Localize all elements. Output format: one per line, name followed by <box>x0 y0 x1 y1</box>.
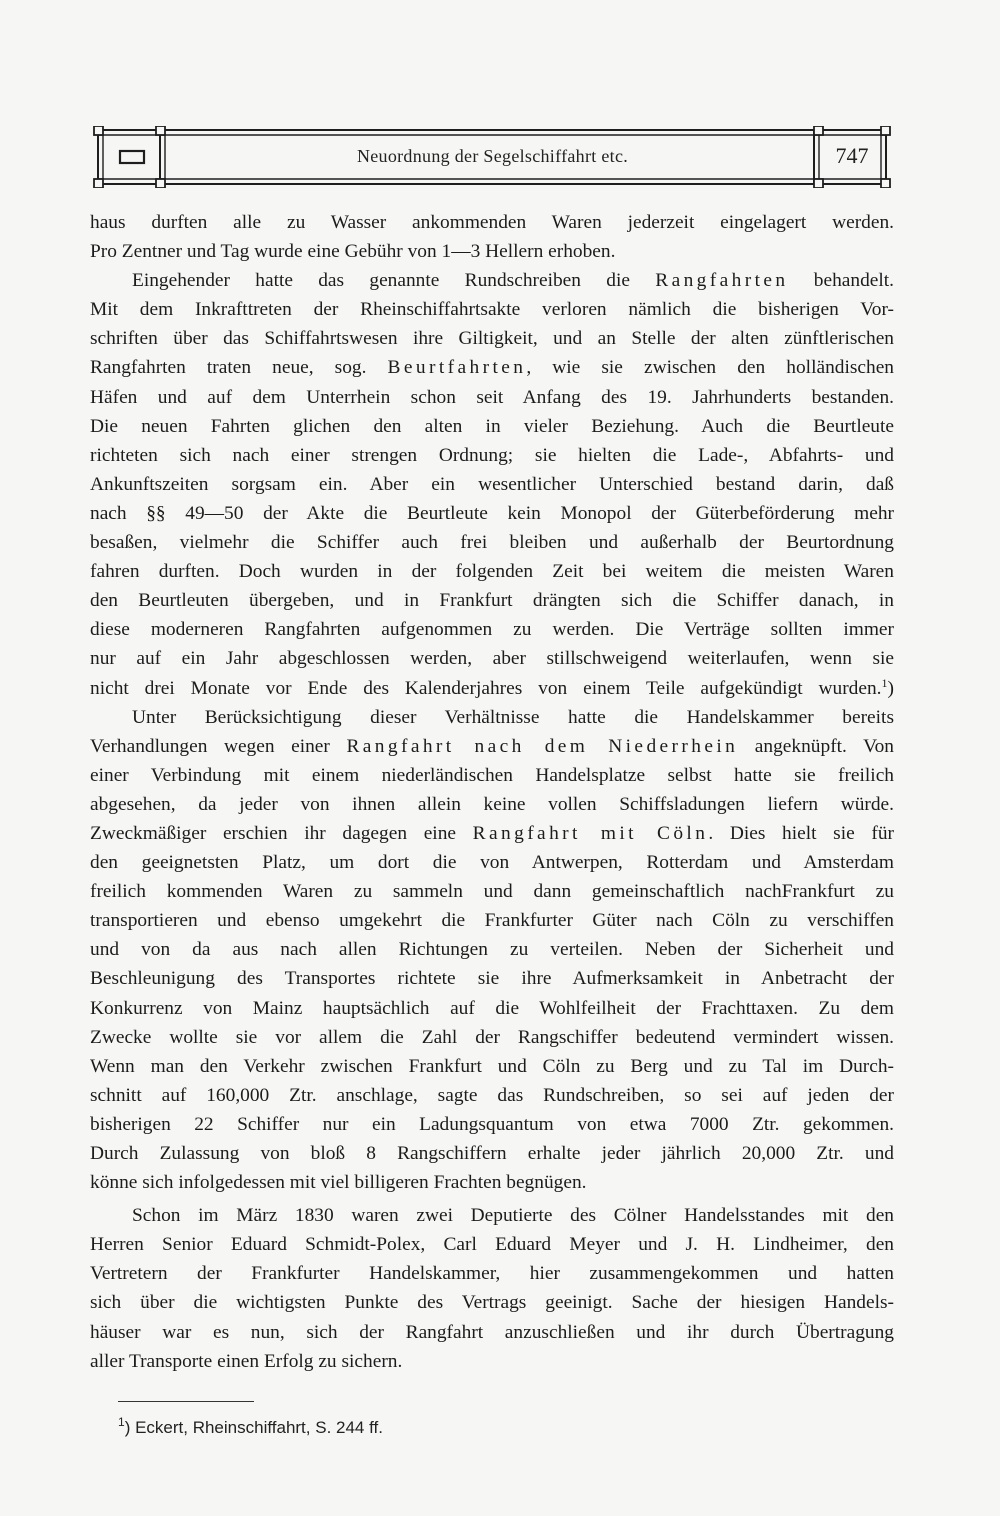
text-line <box>90 790 894 819</box>
text-run: Mit dem Inkrafttreten der Rheinschiffahrtsakte verloren nämlich die bisherigen Vor- <box>90 299 894 321</box>
text-line <box>90 674 894 703</box>
text-run: Rangfahrten traten neue, sog. <box>90 357 388 379</box>
text-run: haus durften alle zu Wasser ankommenden Waren jederzeit eingelagert werden. <box>90 212 894 233</box>
text-run: Eingehender hatte das genannte Rundschreiben die <box>132 270 656 292</box>
text-run: Häfen und auf dem Unterrhein schon seit Anfang des 19. Jahrhunderts bestanden. <box>90 386 894 408</box>
text-run: aller Transporte einen Erfolg zu sichern. <box>90 1350 403 1372</box>
text-run: Herren Senior Eduard Schmidt-Polex, Carl Eduard Meyer und J. H. Lindheimer, den <box>90 1234 894 1256</box>
text-line <box>90 615 894 644</box>
text-line <box>90 499 894 528</box>
text-run: schnitt auf 160,000 Ztr. anschlage, sagte das Rundschreiben, so sei auf jeden der <box>90 1084 894 1106</box>
text-line <box>90 1139 894 1168</box>
text-line <box>90 1318 894 1347</box>
page-number: 747 <box>835 143 869 168</box>
text-line <box>90 1023 894 1052</box>
emphasized-text: Beurtfahrten <box>387 357 527 379</box>
text-run: häuser war es nun, sich der Rangfahrt anzuschließen und ihr durch Übertragung <box>90 1321 894 1343</box>
text-line <box>90 412 894 441</box>
text-run: Durch Zulassung von bloß 8 Rangschiffern erhalte jeder jährlich 20,000 Ztr. und <box>90 1143 894 1164</box>
text-run: Schon im März 1830 waren zwei Deputierte des Cölner Handelsstandes mit den <box>132 1205 894 1227</box>
text-line <box>90 528 894 557</box>
emphasized-text: Rangfahrt nach dem Niederrhein <box>346 735 739 757</box>
text-line <box>90 1081 894 1110</box>
text-run: Beschleunigung des Transportes richtete sie ihre Aufmerksamkeit in Anbetracht der <box>90 968 894 990</box>
text-line <box>90 848 894 877</box>
text-run: abgesehen, da jeder von ihnen allein keine vollen Schiffsladungen liefern würde. <box>90 793 894 815</box>
text-run: Verhandlungen wegen einer <box>90 735 347 757</box>
text-line <box>90 441 894 470</box>
text-run: Die neuen Fahrten glichen den alten in vieler Beziehung. Auch die Beurtleute <box>90 415 894 437</box>
footnote <box>118 1415 818 1438</box>
text-run: könne sich infolgedessen mit viel billigeren Frachten begnügen. <box>90 1172 587 1194</box>
text-line <box>90 994 894 1023</box>
text-line <box>90 1168 894 1197</box>
text-line <box>90 353 894 382</box>
text-run: Pro Zentner und Tag wurde eine Gebühr von 1—3 Hellern erhoben. <box>90 241 616 263</box>
text-line <box>90 906 894 935</box>
text-run: bisherigen 22 Schiffer nur ein Ladungsquantum von etwa 7000 Ztr. gekommen. <box>90 1113 894 1135</box>
text-line <box>90 295 894 324</box>
footnote-divider <box>118 1401 254 1402</box>
footnote-mark: 1 <box>118 1415 125 1429</box>
text-run: fahren durften. Doch wurden in der folgenden Zeit bei weitem die meisten Waren <box>90 561 894 583</box>
text-run: einer Verbindung mit einem niederländischen Handelsplatze selbst hatte sie freilich <box>90 764 894 786</box>
text-run: nur auf ein Jahr abgeschlossen werden, aber stillschweigend weiterlaufen, wenn sie <box>90 648 894 670</box>
text-run: diese moderneren Rangfahrten aufgenommen zu werden. Die Verträge sollten immer <box>90 619 894 641</box>
text-line <box>90 266 894 295</box>
text-line <box>90 732 894 761</box>
emphasized-text: Rangfahrt mit Cöln <box>472 822 709 844</box>
text-line <box>90 935 894 964</box>
text-line <box>90 208 894 237</box>
text-run: Vertretern der Frankfurter Handelskammer, hier zusammengekommen und hatten <box>90 1263 894 1285</box>
text-line <box>90 1110 894 1139</box>
text-run: sich über die wichtigsten Punkte des Vertrags geeinigt. Sache der hiesigen Handels- <box>90 1292 894 1314</box>
text-line <box>90 1347 894 1376</box>
text-line <box>90 1052 894 1081</box>
text-line <box>90 470 894 499</box>
text-run: den Beurtleuten übergeben, und in Frankfurt drängten sich die Schiffer danach, in <box>90 590 894 612</box>
footnote-text: ) Eckert, Rheinschiffahrt, S. 244 ff. <box>124 1418 383 1437</box>
text-run: Konkurrenz von Mainz hauptsächlich auf die Wohlfeilheit der Frachttaxen. Zu dem <box>90 997 894 1019</box>
text-line <box>90 237 894 266</box>
text-run: den geeignetsten Platz, um dort die von Antwerpen, Rotterdam und Amsterdam <box>90 852 894 874</box>
footnote-reference: 1 <box>881 675 888 690</box>
text-run: schriften über das Schiffahrtswesen ihre Giltigkeit, und an Stelle der alten zünftlerischen <box>90 328 894 350</box>
text-run: nach §§ 49—50 der Akte die Beurtleute kein Monopol der Güterbeförderung mehr <box>90 502 894 524</box>
text-line <box>90 324 894 353</box>
text-line <box>90 383 894 412</box>
text-run: und von da aus nach allen Richtungen zu verteilen. Neben der Sicherheit und <box>90 939 894 961</box>
text-run: richteten sich nach einer strengen Ordnung; sie hielten die Lade-, Abfahrts- und <box>90 444 894 466</box>
text-line <box>90 761 894 790</box>
text-line <box>90 964 894 993</box>
text-line <box>90 586 894 615</box>
text-run: Wenn man den Verkehr zwischen Frankfurt und Cöln zu Berg und zu Tal im Durch- <box>90 1055 894 1077</box>
text-line <box>90 877 894 906</box>
text-line <box>90 644 894 673</box>
text-line <box>90 1259 894 1288</box>
text-run: , wie sie zwischen den holländischen <box>526 357 894 379</box>
text-line <box>90 819 894 848</box>
text-run: Zweckmäßiger erschien ihr dagegen eine <box>90 822 473 844</box>
text-line <box>90 1201 894 1230</box>
text-run: besaßen, vielmehr die Schiffer auch frei bleiben und außerhalb der Beurtordnung <box>90 532 894 554</box>
text-run: . Dies hielt sie für <box>708 822 894 844</box>
text-line <box>90 1288 894 1317</box>
text-line <box>90 703 894 732</box>
text-run: Unter Berücksichtigung dieser Verhältnisse hatte die Handelskammer bereits <box>132 706 894 728</box>
text-run: ) <box>887 677 894 699</box>
running-title: Neuordnung der Segelschiffahrt etc. <box>356 146 629 166</box>
text-run: nicht drei Monate vor Ende des Kalenderjahres von einem Teile aufgekündigt wurden. <box>90 677 882 699</box>
text-run: transportieren und ebenso umgekehrt die Frankfurter Güter nach Cöln zu verschiffen <box>90 910 894 932</box>
text-run: behandelt. <box>788 270 894 292</box>
text-run: Ankunftszeiten sorgsam ein. Aber ein wesentlicher Unterschied bestand darin, daß <box>90 473 894 495</box>
text-run: freilich kommenden Waren zu sammeln und dann gemeinschaftlich nachFrankfurt zu <box>90 881 894 903</box>
emphasized-text: Rangfahrten <box>655 270 789 292</box>
text-line <box>90 557 894 586</box>
body-text <box>90 208 894 1376</box>
text-run: angeknüpft. Von <box>738 735 894 757</box>
text-run: Zwecke wollte sie vor allem die Zahl der Rangschiffer bedeutend vermindert wissen. <box>90 1026 894 1048</box>
text-line <box>90 1230 894 1259</box>
